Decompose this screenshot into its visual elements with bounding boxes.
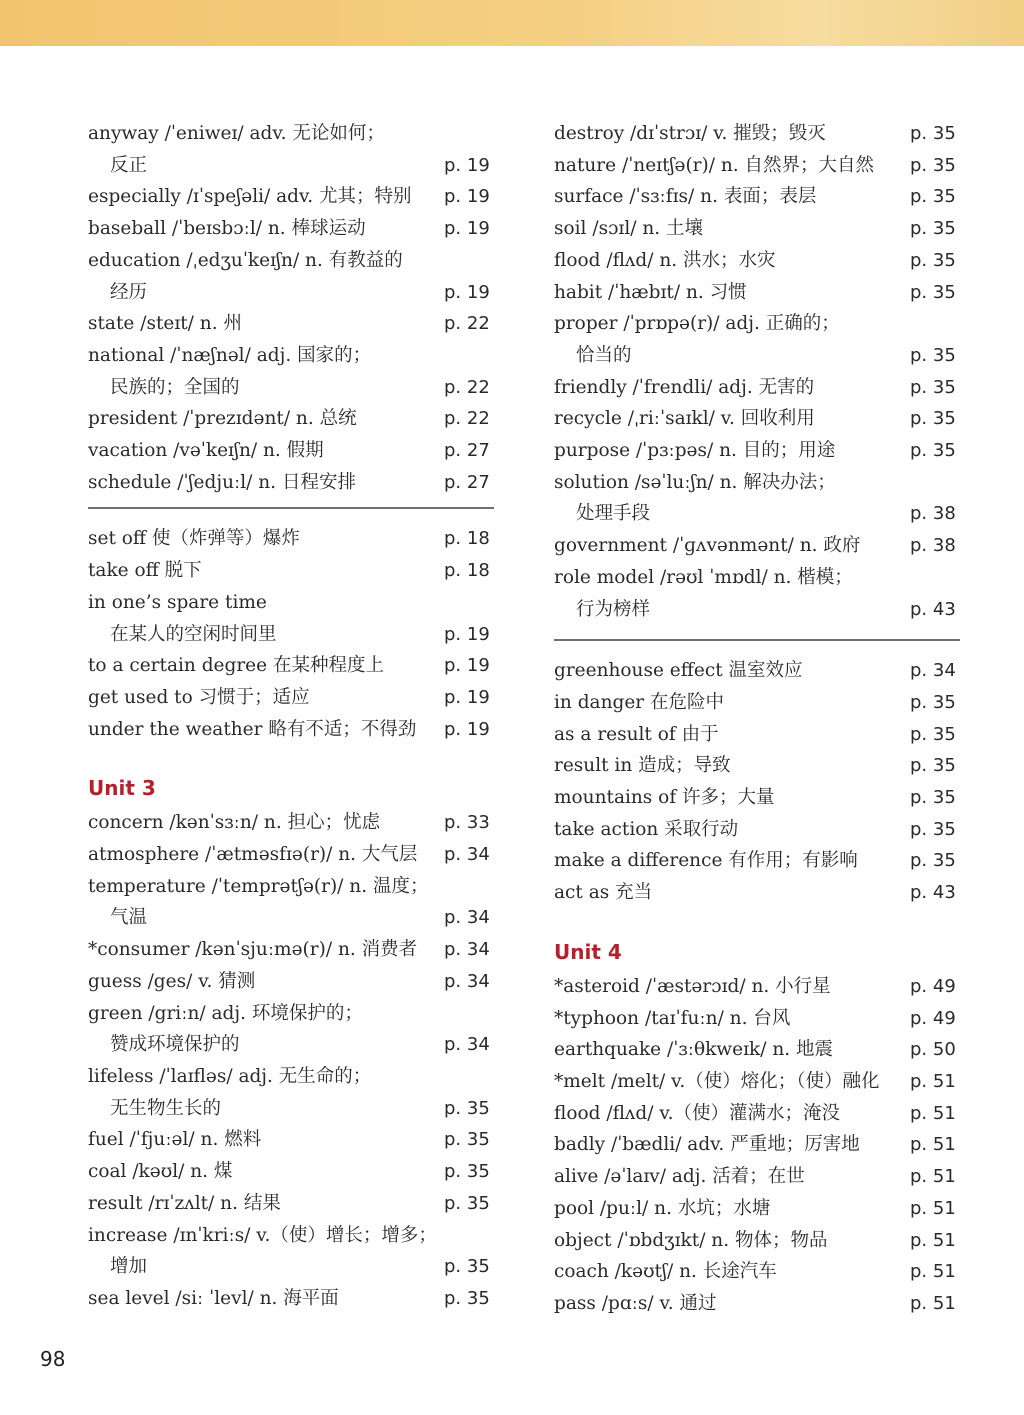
page-reference: p. 35 — [910, 787, 956, 809]
entry-text: in one’s spare time — [88, 591, 267, 613]
entry-text: get used to 习惯于；适应 — [88, 686, 310, 708]
vocab-entry — [554, 655, 960, 687]
entry-text: badly /ˈbædli/ adv. 严重地；厉害地 — [554, 1134, 860, 1156]
entry-text: vacation /vəˈkeɪʃn/ n. 假期 — [88, 440, 324, 462]
vocab-entry — [554, 687, 960, 719]
page-reference: p. 19 — [444, 186, 490, 208]
page-reference: p. 34 — [444, 907, 490, 929]
entry-text: 恰当的 — [576, 344, 632, 366]
entry-text: state /steɪt/ n. 州 — [88, 313, 242, 335]
entry-text: 行为榜样 — [576, 598, 651, 620]
page-reference: p. 35 — [910, 154, 956, 176]
entry-text: schedule /ˈʃedjuːl/ n. 日程安排 — [88, 471, 356, 493]
vocab-entry — [554, 435, 960, 467]
phrase-group — [554, 655, 960, 909]
entry-text: 气温 — [110, 907, 148, 929]
entry-text: as a result of 由于 — [554, 723, 719, 745]
entry-text: act as 充当 — [554, 882, 653, 904]
entry-text: role model /rəʊl ˈmɒdl/ n. 楷模； — [554, 566, 853, 588]
vocab-entry — [554, 750, 960, 782]
vocab-entry — [554, 1256, 960, 1288]
entry-text: in danger 在危险中 — [554, 691, 725, 713]
entry-text: mountains of 许多；大量 — [554, 787, 775, 809]
vocab-entry — [88, 839, 494, 871]
entry-text: national /ˈnæʃnəl/ adj. 国家的； — [88, 344, 372, 366]
vocab-entry — [88, 619, 494, 651]
entry-text: especially /ɪˈspeʃəli/ adv. 尤其；特别 — [88, 186, 412, 208]
vocab-entry — [554, 1034, 960, 1066]
entry-text: sea level /siː ˈlevl/ n. 海平面 — [88, 1287, 339, 1309]
entry-text: purpose /ˈpɜːpəs/ n. 目的；用途 — [554, 440, 836, 462]
page-reference: p. 19 — [444, 281, 490, 303]
entry-text: 处理手段 — [576, 503, 651, 525]
vocab-entry — [88, 714, 494, 746]
vocab-entry — [88, 1156, 494, 1188]
vocab-entry — [554, 1098, 960, 1130]
entry-text: 经历 — [110, 281, 148, 303]
entry-text: concern /kənˈsɜːn/ n. 担心；忧虑 — [88, 812, 381, 834]
page-reference: p. 35 — [910, 344, 956, 366]
entry-text: friendly /ˈfrendli/ adj. 无害的 — [554, 376, 815, 398]
page-reference: p. 34 — [444, 970, 490, 992]
page-reference: p. 35 — [910, 376, 956, 398]
page-reference: p. 35 — [910, 281, 956, 303]
entry-text: 赞成环境保护的 — [110, 1034, 240, 1056]
entry-text: president /ˈprezɪdənt/ n. 总统 — [88, 408, 357, 430]
page-reference: p. 51 — [910, 1070, 956, 1092]
vocab-entry — [88, 245, 494, 277]
vocab-entry — [88, 587, 494, 619]
vocab-entry — [554, 877, 960, 909]
page-reference: p. 51 — [910, 1229, 956, 1251]
vocab-entry — [554, 1193, 960, 1225]
vocab-entry — [88, 555, 494, 587]
entry-text: surface /ˈsɜːfɪs/ n. 表面；表层 — [554, 186, 817, 208]
vocab-entry — [554, 403, 960, 435]
entry-text: *melt /melt/ v.（使）熔化；（使）融化 — [554, 1070, 880, 1092]
page-reference: p. 22 — [444, 376, 490, 398]
vocab-entry — [554, 1066, 960, 1098]
page-reference: p. 18 — [444, 560, 490, 582]
page-reference: p. 19 — [444, 686, 490, 708]
entry-text: proper /ˈprɒpə(r)/ adj. 正确的； — [554, 313, 840, 335]
vocab-entry — [554, 594, 960, 626]
page-reference: p. 22 — [444, 313, 490, 335]
vocab-entry — [88, 682, 494, 714]
page-reference: p. 35 — [910, 186, 956, 208]
vocab-entry — [554, 150, 960, 182]
entry-text: earthquake /ˈɜːθkweɪk/ n. 地震 — [554, 1039, 834, 1061]
entry-text: under the weather 略有不适；不得劲 — [88, 718, 417, 740]
vocab-entry — [554, 1161, 960, 1193]
entry-text: object /ˈɒbdʒɪkt/ n. 物体；物品 — [554, 1229, 828, 1251]
entry-text: make a difference 有作用；有影响 — [554, 850, 858, 872]
entry-text: temperature /ˈtemprətʃə(r)/ n. 温度； — [88, 875, 429, 897]
entry-text: *typhoon /taɪˈfuːn/ n. 台风 — [554, 1007, 791, 1029]
entry-text: *asteroid /ˈæstərɔɪd/ n. 小行星 — [554, 975, 831, 997]
page-reference: p. 22 — [444, 408, 490, 430]
page-reference: p. 49 — [910, 1007, 956, 1029]
vocab-entry — [88, 1093, 494, 1125]
page-reference: p. 43 — [910, 598, 956, 620]
vocab-entry — [554, 213, 960, 245]
page-reference: p. 19 — [444, 655, 490, 677]
page-reference: p. 43 — [910, 882, 956, 904]
vocab-entry — [88, 1124, 494, 1156]
vocab-entry — [554, 467, 960, 499]
page-reference: p. 51 — [910, 1134, 956, 1156]
vocab-entry — [554, 277, 960, 309]
entry-text: anyway /ˈeniweɪ/ adv. 无论如何； — [88, 123, 385, 144]
entry-text: 民族的；全国的 — [110, 376, 240, 398]
page-number: 98 — [40, 1347, 66, 1371]
page-reference: p. 35 — [910, 218, 956, 240]
page-reference: p. 49 — [910, 975, 956, 997]
vocab-entry — [88, 277, 494, 309]
entry-text: fuel /ˈfjuːəl/ n. 燃料 — [88, 1129, 262, 1151]
vocab-entry — [88, 523, 494, 555]
vocab-entry — [88, 435, 494, 467]
vocab-entry — [554, 498, 960, 530]
entry-text: take action 采取行动 — [554, 818, 739, 840]
vocab-entry — [88, 467, 494, 499]
left-column — [88, 118, 494, 1315]
entry-text: baseball /ˈbeɪsbɔːl/ n. 棒球运动 — [88, 218, 366, 240]
entry-text: alive /əˈlaɪv/ adj. 活着；在世 — [554, 1166, 805, 1188]
unit-heading: Unit 4 — [554, 939, 622, 964]
vocab-entry — [554, 971, 960, 1003]
page-reference: p. 27 — [444, 440, 490, 462]
entry-text: pool /puːl/ n. 水坑；水塘 — [554, 1197, 771, 1219]
entry-text: take off 脱下 — [88, 560, 202, 582]
entry-text: greenhouse effect 温室效应 — [554, 660, 803, 682]
entry-text: 反正 — [110, 154, 148, 176]
entry-text: atmosphere /ˈætməsfɪə(r)/ n. 大气层 — [88, 844, 418, 866]
entry-text: result in 造成；导致 — [554, 755, 731, 777]
vocab-entry — [88, 998, 494, 1030]
page-reference: p. 27 — [444, 471, 490, 493]
page-reference: p. 35 — [910, 691, 956, 713]
vocab-entry — [554, 118, 960, 150]
entry-text: coal /kəʊl/ n. 煤 — [88, 1161, 233, 1183]
page-reference: p. 35 — [444, 1097, 490, 1119]
page-reference: p. 35 — [910, 755, 956, 777]
entry-text: green /griːn/ adj. 环境保护的； — [88, 1002, 363, 1024]
page-reference: p. 34 — [444, 939, 490, 961]
vocab-group — [554, 971, 960, 1320]
vocab-entry — [88, 1283, 494, 1315]
entry-text: increase /ɪnˈkriːs/ v.（使）增长；增多； — [88, 1224, 437, 1246]
phrase-group — [88, 523, 494, 745]
vocab-group — [88, 118, 494, 498]
vocab-entry — [554, 719, 960, 751]
unit-heading: Unit 3 — [88, 776, 156, 801]
vocab-entry — [554, 340, 960, 372]
vocab-entry — [88, 403, 494, 435]
vocab-entry — [554, 245, 960, 277]
page-reference: p. 35 — [910, 408, 956, 430]
page-reference: p. 33 — [444, 812, 490, 834]
page-reference: p. 38 — [910, 535, 956, 557]
page-reference: p. 35 — [910, 123, 956, 144]
vocab-entry — [554, 1129, 960, 1161]
page-reference: p. 19 — [444, 218, 490, 240]
vocab-entry — [88, 213, 494, 245]
entry-text: to a certain degree 在某种程度上 — [88, 655, 384, 677]
vocab-entry — [554, 1225, 960, 1257]
entry-text: set off 使（炸弹等）爆炸 — [88, 528, 300, 550]
entry-text: result /rɪˈzʌlt/ n. 结果 — [88, 1192, 281, 1214]
page-reference: p. 19 — [444, 623, 490, 645]
vocab-entry — [88, 1061, 494, 1093]
vocab-entry — [554, 782, 960, 814]
entry-text: guess /ges/ v. 猜测 — [88, 970, 256, 992]
page-reference: p. 35 — [910, 440, 956, 462]
vocab-entry — [554, 181, 960, 213]
vocab-entry — [554, 845, 960, 877]
vocab-entry — [88, 118, 494, 150]
vocab-entry — [88, 871, 494, 903]
page-reference: p. 51 — [910, 1102, 956, 1124]
page-reference: p. 51 — [910, 1197, 956, 1219]
page-reference: p. 35 — [444, 1256, 490, 1278]
entry-text: soil /sɔɪl/ n. 土壤 — [554, 218, 704, 240]
page-reference: p. 34 — [910, 660, 956, 682]
entry-text: *consumer /kənˈsjuːmə(r)/ n. 消费者 — [88, 939, 418, 961]
page-reference: p. 18 — [444, 528, 490, 550]
vocab-entry — [88, 934, 494, 966]
vocab-entry — [88, 340, 494, 372]
vocab-entry — [88, 150, 494, 182]
vocab-entry — [88, 902, 494, 934]
vocab-group — [554, 118, 960, 625]
page-reference: p. 35 — [910, 818, 956, 840]
vocab-entry — [88, 1188, 494, 1220]
page-reference: p. 38 — [910, 503, 956, 525]
page-reference: p. 51 — [910, 1292, 956, 1314]
entry-text: education /ˌedʒuˈkeɪʃn/ n. 有教益的 — [88, 249, 403, 271]
page-reference: p. 50 — [910, 1039, 956, 1061]
entry-text: solution /səˈluːʃn/ n. 解决办法； — [554, 471, 836, 493]
vocab-entry — [554, 372, 960, 404]
page-reference: p. 19 — [444, 718, 490, 740]
vocab-entry — [554, 1003, 960, 1035]
page-reference: p. 35 — [444, 1129, 490, 1151]
entry-text: destroy /dɪˈstrɔɪ/ v. 摧毁；毁灭 — [554, 123, 826, 144]
entry-text: lifeless /ˈlaɪfləs/ adj. 无生命的； — [88, 1065, 372, 1087]
page-reference: p. 34 — [444, 844, 490, 866]
page-reference: p. 35 — [444, 1287, 490, 1309]
entry-text: recycle /ˌriːˈsaɪkl/ v. 回收利用 — [554, 408, 815, 430]
vocab-entry — [88, 1251, 494, 1283]
vocab-entry — [88, 308, 494, 340]
vocab-entry — [554, 1288, 960, 1320]
page-reference: p. 35 — [910, 249, 956, 271]
vocab-entry — [88, 650, 494, 682]
entry-text: 增加 — [110, 1256, 148, 1278]
page-reference: p. 51 — [910, 1261, 956, 1283]
entry-text: pass /pɑːs/ v. 通过 — [554, 1292, 717, 1314]
entry-text: coach /kəʊtʃ/ n. 长途汽车 — [554, 1261, 777, 1283]
vocab-entry — [554, 308, 960, 340]
vocab-entry — [554, 530, 960, 562]
vocab-entry — [88, 372, 494, 404]
top-decorative-band — [0, 0, 1024, 46]
entry-text: nature /ˈneɪtʃə(r)/ n. 自然界；大自然 — [554, 154, 875, 176]
entry-text: 无生物生长的 — [110, 1097, 222, 1119]
vocab-group — [88, 807, 494, 1314]
entry-text: flood /flʌd/ v.（使）灌满水；淹没 — [554, 1102, 840, 1124]
page-reference: p. 35 — [910, 850, 956, 872]
vocab-entry — [554, 814, 960, 846]
page-reference: p. 35 — [444, 1192, 490, 1214]
vocab-entry — [88, 807, 494, 839]
vocab-entry — [554, 562, 960, 594]
right-column — [554, 118, 960, 1320]
page-reference: p. 19 — [444, 154, 490, 176]
entry-text: government /ˈɡʌvənmənt/ n. 政府 — [554, 535, 861, 557]
page-reference: p. 35 — [910, 723, 956, 745]
page-reference: p. 34 — [444, 1034, 490, 1056]
entry-text: flood /flʌd/ n. 洪水；水灾 — [554, 249, 776, 271]
section-divider — [554, 639, 960, 641]
vocab-entry — [88, 1220, 494, 1252]
section-divider — [88, 507, 494, 509]
entry-text: habit /ˈhæbɪt/ n. 习惯 — [554, 281, 747, 303]
vocab-entry — [88, 966, 494, 998]
page-reference: p. 35 — [444, 1161, 490, 1183]
page-reference: p. 51 — [910, 1166, 956, 1188]
vocab-entry — [88, 1029, 494, 1061]
entry-text: 在某人的空闲时间里 — [110, 623, 277, 645]
vocab-entry — [88, 181, 494, 213]
